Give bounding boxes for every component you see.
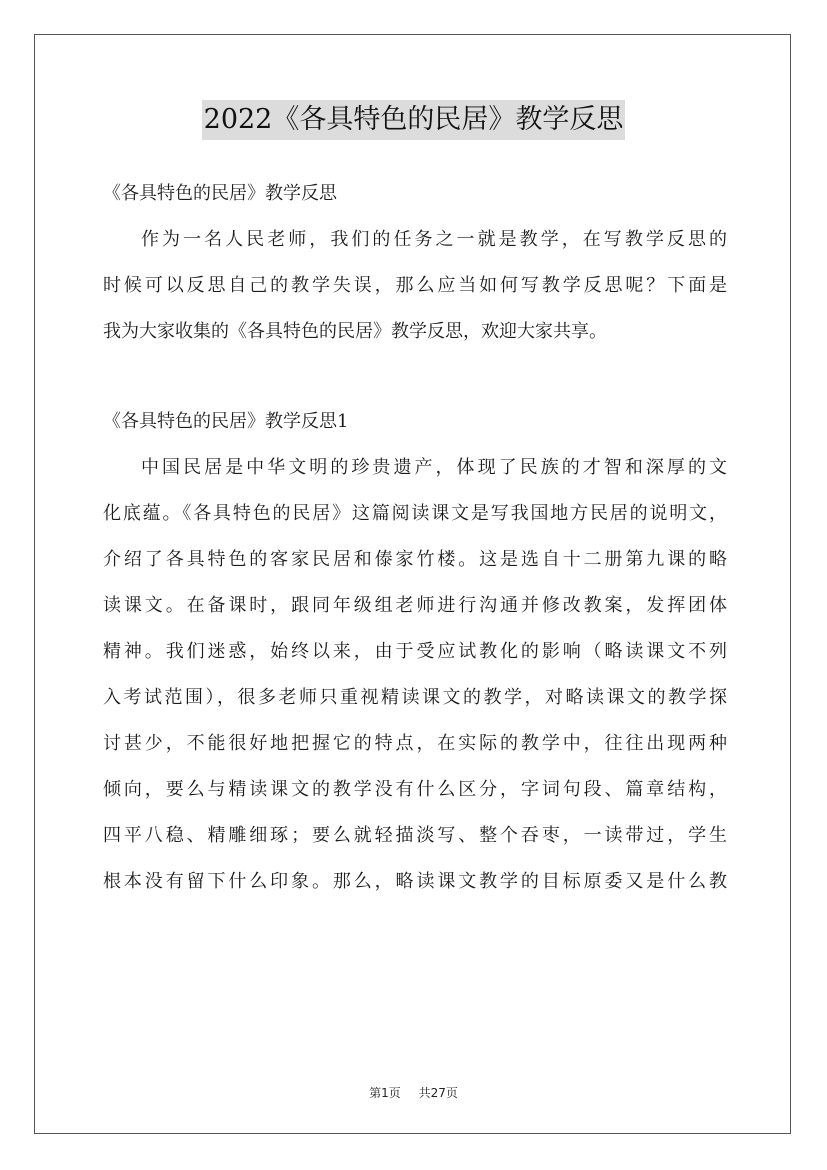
section-line: 中国民居是中华文明的珍贵遗产，体现了民族的才智和深厚的文 — [141, 457, 727, 478]
document-body — [103, 171, 727, 905]
intro-line: 我为大家收集的《各具特色的民居》教学反思，欢迎大家共享。 — [103, 321, 607, 342]
section-line: 精神。我们迷惑，始终以来，由于受应试教化的影响（略读课文不列 — [103, 641, 727, 662]
section-line: 入考试范围），很多老师只重视精读课文的教学，对略读课文的教学探 — [103, 687, 727, 708]
page-footer — [0, 1084, 827, 1101]
document-title: 2022《各具特色的民居》教学反思 — [202, 100, 626, 140]
intro-line: 时候可以反思自己的教学失误，那么应当如何写教学反思呢？下面是 — [103, 275, 727, 296]
section-line: 读课文。在备课时，跟同年级组老师进行沟通并修改教案，发挥团体 — [103, 595, 727, 616]
section-line: 讨甚少，不能很好地把握它的特点，在实际的教学中，往往出现两种 — [103, 733, 727, 754]
page-total: 共27页 — [418, 1086, 458, 1100]
section-line: 根本没有留下什么印象。那么，略读课文教学的目标原委又是什么教 — [103, 871, 727, 892]
section-line: 化底蕴。《各具特色的民居》这篇阅读课文是写我国地方民居的说明文， — [103, 503, 727, 524]
page-number: 第1页 — [369, 1086, 401, 1100]
section-line: 介绍了各具特色的客家民居和傣家竹楼。这是选自十二册第九课的略 — [103, 549, 727, 570]
section-heading: 《各具特色的民居》教学反思1 — [103, 411, 349, 432]
section-line: 倾向，要么与精读课文的教学没有什么区分，字词句段、篇章结构， — [103, 779, 727, 800]
intro-line: 作为一名人民老师，我们的任务之一就是教学，在写教学反思的 — [141, 229, 727, 250]
intro-heading: 《各具特色的民居》教学反思 — [103, 183, 337, 204]
section-line: 四平八稳、精雕细琢；要么就轻描淡写、整个吞枣，一读带过，学生 — [103, 825, 727, 846]
document-title-wrapper — [0, 100, 827, 140]
